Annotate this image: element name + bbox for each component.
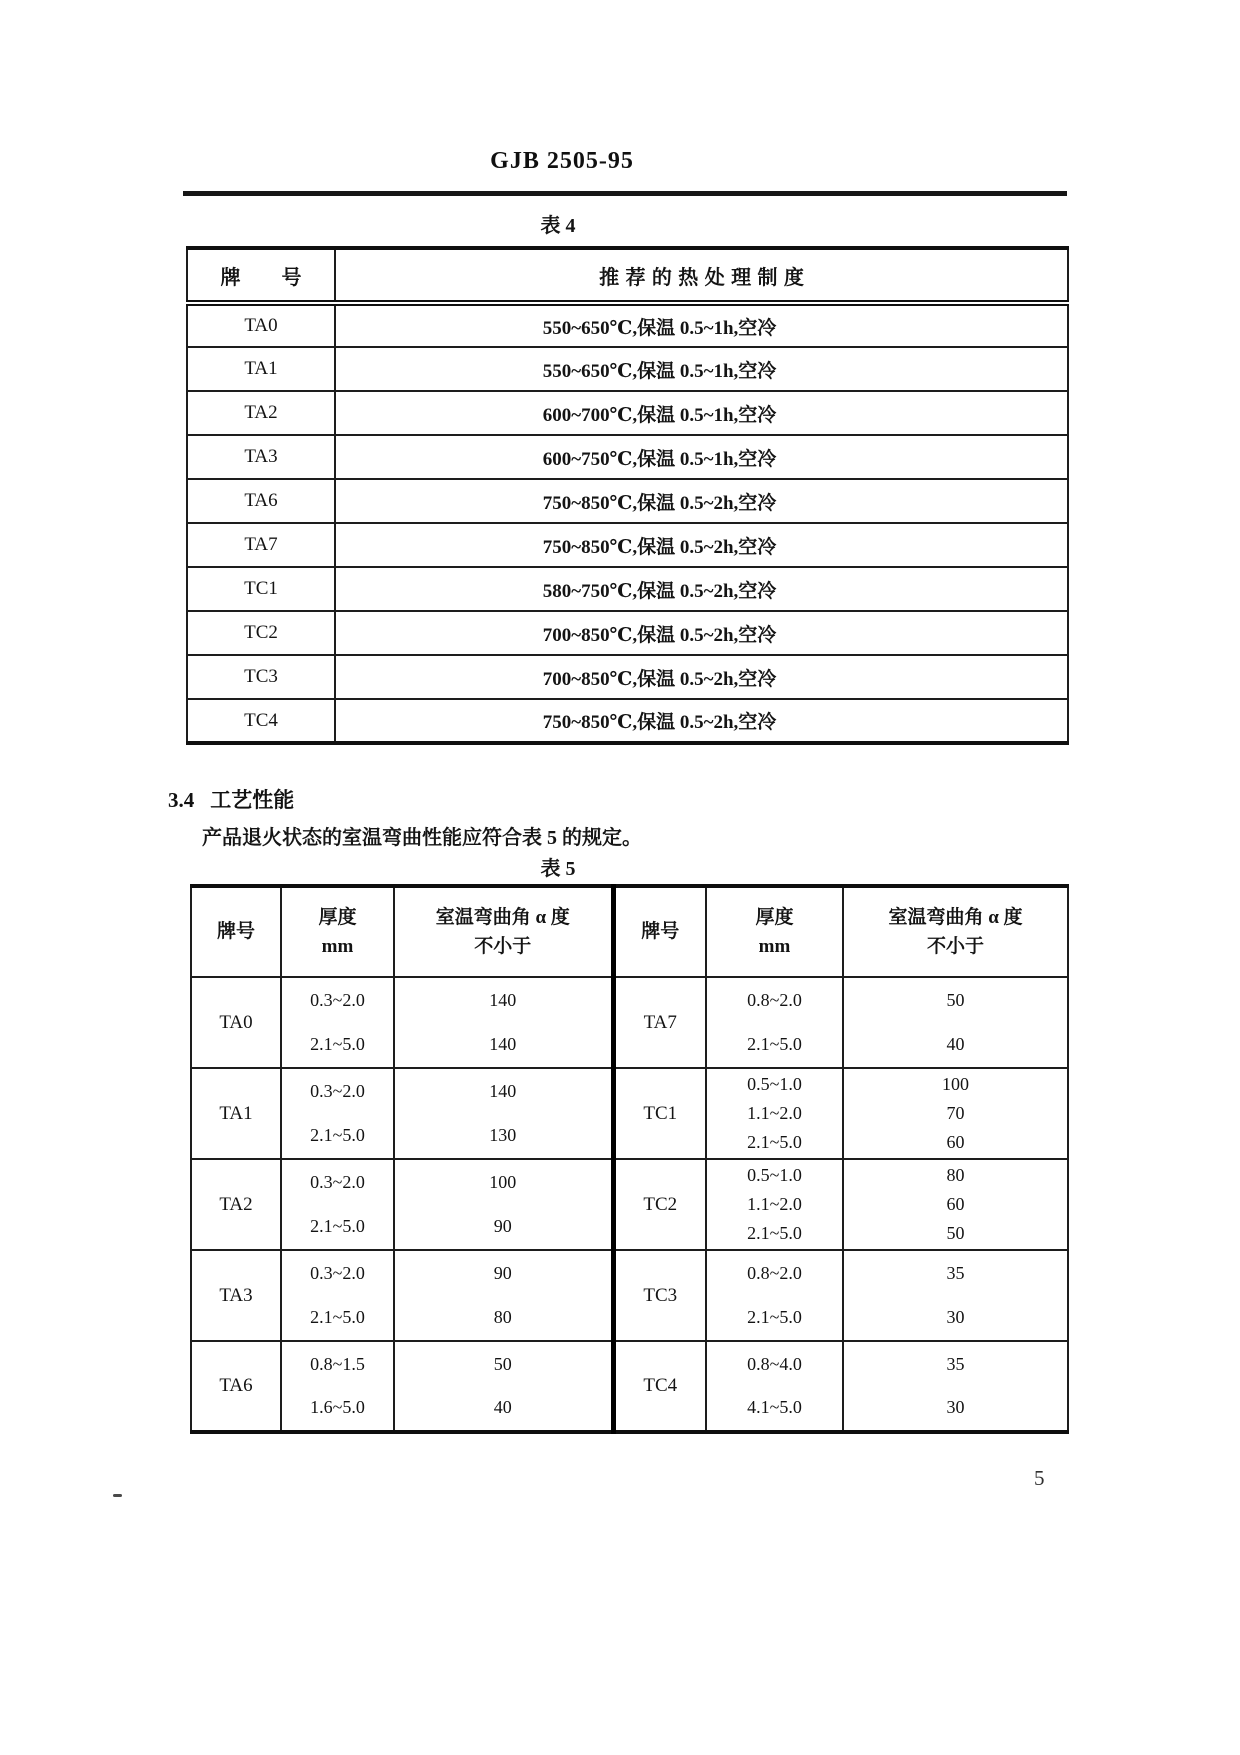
header-rule bbox=[183, 191, 1067, 196]
angle-value: 90 bbox=[493, 1215, 512, 1236]
grade-cell: TC2 bbox=[613, 1159, 706, 1250]
grade-cell: TC1 bbox=[613, 1068, 706, 1159]
table5-header-grade-right: 牌号 bbox=[613, 886, 706, 977]
angle-value: 70 bbox=[946, 1103, 965, 1123]
grade-cell: TA6 bbox=[191, 1341, 281, 1432]
thickness-range: 0.5~1.0 bbox=[747, 1165, 802, 1185]
grade-cell: TC3 bbox=[187, 655, 335, 699]
table4-row bbox=[187, 479, 1068, 523]
angle-cell bbox=[394, 1250, 613, 1341]
thickness-range: 1.1~2.0 bbox=[747, 1194, 802, 1214]
thickness-range: 0.8~1.5 bbox=[310, 1353, 365, 1374]
table5-header-thickness-left bbox=[281, 886, 394, 977]
angle-cell bbox=[843, 1068, 1068, 1159]
grade-cell: TA3 bbox=[191, 1250, 281, 1341]
treatment-cell: 600~750℃,保温 0.5~1h,空冷 bbox=[335, 435, 1068, 479]
table5-header-row bbox=[191, 886, 1068, 977]
grade-cell: TA6 bbox=[187, 479, 335, 523]
thickness-range: 2.1~5.0 bbox=[310, 1215, 365, 1236]
angle-value: 80 bbox=[493, 1306, 512, 1327]
thickness-range: 0.3~2.0 bbox=[310, 990, 365, 1011]
grade-cell: TC1 bbox=[187, 567, 335, 611]
thickness-range: 2.1~5.0 bbox=[310, 1033, 365, 1054]
angle-value: 60 bbox=[946, 1132, 965, 1152]
grade-cell: TC4 bbox=[613, 1341, 706, 1432]
table4-row bbox=[187, 435, 1068, 479]
treatment-cell: 580~750℃,保温 0.5~2h,空冷 bbox=[335, 567, 1068, 611]
thickness-range: 0.3~2.0 bbox=[310, 1263, 365, 1284]
grade-cell: TC4 bbox=[187, 699, 335, 743]
angle-value: 130 bbox=[489, 1124, 517, 1145]
thickness-cell bbox=[706, 1341, 843, 1432]
treatment-cell: 700~850℃,保温 0.5~2h,空冷 bbox=[335, 611, 1068, 655]
table4-row bbox=[187, 347, 1068, 391]
table5-header-angle-right bbox=[843, 886, 1068, 977]
angle-cell bbox=[843, 1250, 1068, 1341]
grade-cell: TA7 bbox=[187, 523, 335, 567]
table4-row bbox=[187, 567, 1068, 611]
angle-value: 140 bbox=[489, 990, 517, 1011]
grade-cell: TA7 bbox=[613, 977, 706, 1068]
thickness-title: 厚度 bbox=[318, 906, 357, 928]
angle-value: 140 bbox=[489, 1081, 517, 1102]
thickness-range: 2.1~5.0 bbox=[747, 1306, 802, 1327]
treatment-cell: 750~850℃,保温 0.5~2h,空冷 bbox=[335, 479, 1068, 523]
table4-row bbox=[187, 655, 1068, 699]
treatment-cell: 750~850℃,保温 0.5~2h,空冷 bbox=[335, 523, 1068, 567]
thickness-range: 1.6~5.0 bbox=[310, 1397, 365, 1418]
angle-value: 30 bbox=[946, 1397, 965, 1418]
angle-cell bbox=[394, 1341, 613, 1432]
grade-cell: TC3 bbox=[613, 1250, 706, 1341]
table5-header-grade-left: 牌号 bbox=[191, 886, 281, 977]
angle-value: 100 bbox=[942, 1074, 969, 1094]
thickness-unit: mm bbox=[321, 936, 354, 957]
grade-cell: TA1 bbox=[191, 1068, 281, 1159]
table4-caption: 表 4 bbox=[540, 215, 576, 237]
thickness-cell bbox=[281, 977, 394, 1068]
thickness-cell bbox=[706, 1159, 843, 1250]
table4-row bbox=[187, 523, 1068, 567]
treatment-cell: 550~650℃,保温 0.5~1h,空冷 bbox=[335, 303, 1068, 347]
thickness-cell bbox=[281, 1250, 394, 1341]
angle-value: 50 bbox=[946, 990, 965, 1011]
angle-condition: 不小于 bbox=[926, 936, 984, 957]
thickness-cell bbox=[706, 1068, 843, 1159]
thickness-unit: mm bbox=[758, 936, 791, 957]
table5-bending-properties bbox=[190, 884, 1069, 1434]
table4-row bbox=[187, 611, 1068, 655]
section-paragraph: 产品退火状态的室温弯曲性能应符合表 5 的规定。 bbox=[202, 827, 642, 849]
thickness-range: 1.1~2.0 bbox=[747, 1103, 802, 1123]
section-heading bbox=[168, 784, 294, 814]
angle-cell bbox=[394, 977, 613, 1068]
angle-value: 60 bbox=[946, 1194, 965, 1214]
page-number: 5 bbox=[1034, 1466, 1045, 1490]
thickness-range: 2.1~5.0 bbox=[310, 1306, 365, 1327]
grade-cell: TA2 bbox=[191, 1159, 281, 1250]
angle-title: 室温弯曲角 α 度 bbox=[888, 906, 1023, 928]
angle-cell bbox=[843, 1159, 1068, 1250]
thickness-range: 2.1~5.0 bbox=[747, 1223, 802, 1243]
angle-value: 90 bbox=[493, 1263, 512, 1284]
angle-value: 35 bbox=[946, 1263, 965, 1284]
thickness-cell bbox=[706, 977, 843, 1068]
table4-row bbox=[187, 303, 1068, 347]
angle-cell bbox=[394, 1159, 613, 1250]
table5-header-angle-left bbox=[394, 886, 613, 977]
thickness-cell bbox=[281, 1341, 394, 1432]
table5-header-thickness-right bbox=[706, 886, 843, 977]
thickness-range: 4.1~5.0 bbox=[747, 1397, 802, 1418]
angle-title: 室温弯曲角 α 度 bbox=[435, 906, 570, 928]
table5-row bbox=[191, 977, 1068, 1068]
thickness-range: 0.5~1.0 bbox=[747, 1074, 802, 1094]
thickness-cell bbox=[281, 1068, 394, 1159]
thickness-range: 0.3~2.0 bbox=[310, 1172, 365, 1193]
thickness-range: 0.8~4.0 bbox=[747, 1353, 802, 1374]
thickness-range: 2.1~5.0 bbox=[747, 1033, 802, 1054]
angle-cell bbox=[843, 977, 1068, 1068]
table4-header-treatment: 推荐的热处理制度 bbox=[335, 248, 1068, 303]
grade-cell: TA0 bbox=[191, 977, 281, 1068]
angle-value: 40 bbox=[946, 1033, 965, 1054]
grade-cell: TA3 bbox=[187, 435, 335, 479]
table5-row bbox=[191, 1250, 1068, 1341]
grade-cell: TA2 bbox=[187, 391, 335, 435]
thickness-cell bbox=[706, 1250, 843, 1341]
table4-row bbox=[187, 699, 1068, 743]
table4-heat-treatment bbox=[186, 246, 1069, 745]
table5-row bbox=[191, 1068, 1068, 1159]
angle-value: 140 bbox=[489, 1033, 517, 1054]
table5-row bbox=[191, 1341, 1068, 1432]
grade-cell: TC2 bbox=[187, 611, 335, 655]
treatment-cell: 550~650℃,保温 0.5~1h,空冷 bbox=[335, 347, 1068, 391]
table5-caption: 表 5 bbox=[540, 858, 576, 880]
table4-header-row bbox=[187, 248, 1068, 303]
stray-mark bbox=[113, 1494, 122, 1497]
thickness-range: 0.8~2.0 bbox=[747, 990, 802, 1011]
angle-value: 30 bbox=[946, 1306, 965, 1327]
treatment-cell: 600~700℃,保温 0.5~1h,空冷 bbox=[335, 391, 1068, 435]
angle-cell bbox=[394, 1068, 613, 1159]
treatment-cell: 750~850℃,保温 0.5~2h,空冷 bbox=[335, 699, 1068, 743]
thickness-range: 2.1~5.0 bbox=[747, 1132, 802, 1152]
table5-row bbox=[191, 1159, 1068, 1250]
table4-row bbox=[187, 391, 1068, 435]
thickness-range: 0.3~2.0 bbox=[310, 1081, 365, 1102]
angle-value: 50 bbox=[493, 1353, 512, 1374]
grade-cell: TA1 bbox=[187, 347, 335, 391]
angle-value: 35 bbox=[946, 1353, 965, 1374]
angle-value: 40 bbox=[493, 1397, 512, 1418]
section-number: 3.4 bbox=[168, 788, 195, 812]
grade-cell: TA0 bbox=[187, 303, 335, 347]
thickness-cell bbox=[281, 1159, 394, 1250]
angle-condition: 不小于 bbox=[474, 936, 532, 957]
section-title: 工艺性能 bbox=[210, 789, 295, 812]
angle-value: 100 bbox=[489, 1172, 517, 1193]
treatment-cell: 700~850℃,保温 0.5~2h,空冷 bbox=[335, 655, 1068, 699]
angle-value: 80 bbox=[946, 1165, 965, 1185]
thickness-title: 厚度 bbox=[755, 906, 794, 928]
standard-number: GJB 2505-95 bbox=[490, 148, 634, 174]
thickness-range: 0.8~2.0 bbox=[747, 1263, 802, 1284]
table4-header-grade: 牌 号 bbox=[187, 248, 335, 303]
angle-value: 50 bbox=[946, 1223, 965, 1243]
thickness-range: 2.1~5.0 bbox=[310, 1124, 365, 1145]
angle-cell bbox=[843, 1341, 1068, 1432]
